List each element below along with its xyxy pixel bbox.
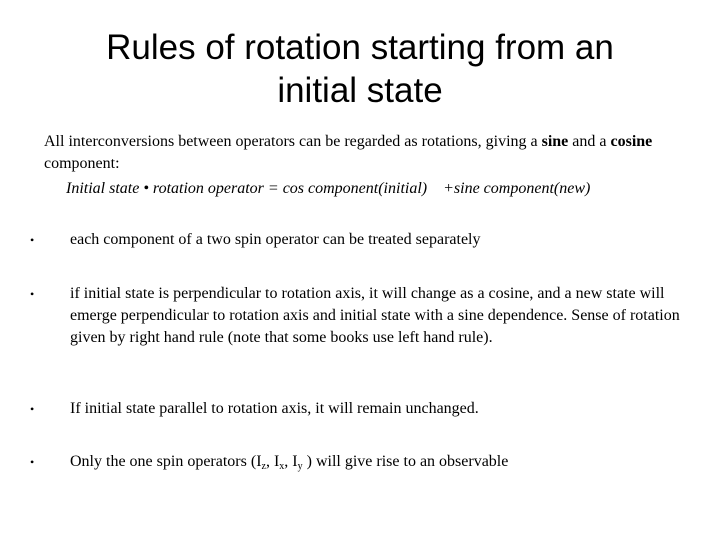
- intro-cosine: cosine: [610, 133, 653, 150]
- rotation-formula: Initial state • rotation operator = cos component(initial) +sine component(new): [66, 180, 591, 197]
- bullet-text: each component of a two spin operator can be treated separately: [70, 231, 481, 248]
- bullet-item: [30, 229, 680, 251]
- intro-text-2: and a: [568, 133, 611, 150]
- bullet-item: [30, 283, 680, 349]
- subscript-y: y: [297, 461, 303, 472]
- bullet-text: if initial state is perpendicular to rotation axis, it will change as a cosine, and a new state will emerge perpendicular to rotation axis and initial state with a sine dependence. Sense of rotation given by right hand rule (note that some books use left hand rule).: [70, 285, 680, 346]
- separator: ,: [284, 453, 293, 470]
- title-line-2: initial state: [277, 71, 443, 110]
- bullet-dot: •: [30, 455, 35, 469]
- operator-iy: I: [292, 453, 298, 470]
- operator-ix: I: [273, 453, 280, 470]
- bullet-item: [30, 398, 680, 420]
- intro-text-1: All interconversions between operators can be regarded as rotations, giving a: [44, 133, 542, 150]
- separator: ,: [265, 453, 274, 470]
- observable-text-suffix: ) will give rise to an observable: [302, 453, 509, 470]
- subscript-z: z: [261, 461, 266, 472]
- bullet-text: If initial state parallel to rotation axis, it will remain unchanged.: [70, 400, 479, 417]
- title-line-1: Rules of rotation starting from an: [106, 28, 614, 67]
- bullet-text: [70, 451, 680, 473]
- operator-iz: I: [256, 453, 262, 470]
- intro-sine: sine: [541, 133, 569, 150]
- bullet-item: [30, 451, 680, 473]
- subscript-x: x: [279, 461, 285, 472]
- intro-text-3: component:: [44, 155, 120, 172]
- observable-text-prefix: Only the one spin operators (: [70, 453, 257, 470]
- bullet-dot: •: [30, 233, 35, 247]
- bullet-dot: •: [30, 287, 35, 301]
- bullet-dot: •: [30, 402, 35, 416]
